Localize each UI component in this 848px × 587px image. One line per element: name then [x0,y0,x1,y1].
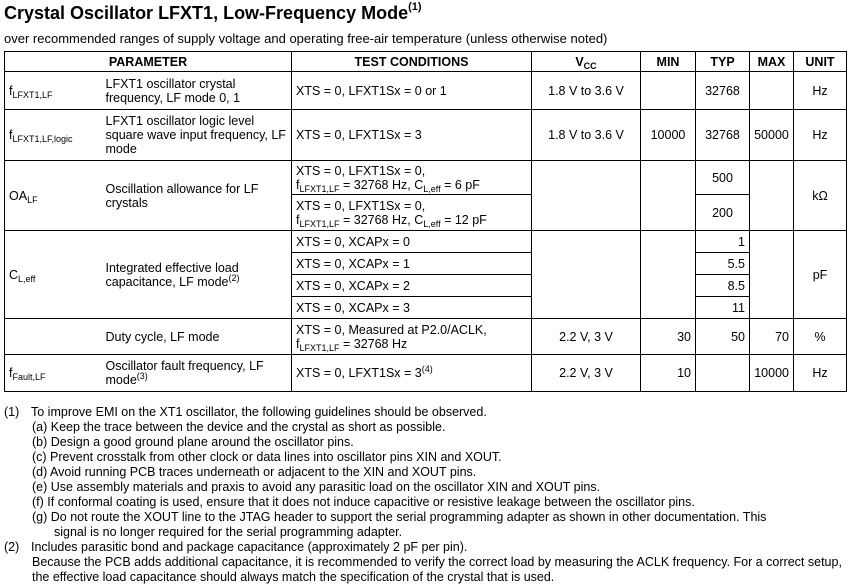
max-value [750,231,794,319]
typ-value: 8.5 [696,275,750,297]
table-row [5,110,847,161]
header-parameter: PARAMETER [5,52,292,72]
table-row [5,231,847,253]
footnote-1 [4,405,844,420]
header-min: MIN [641,52,696,72]
vcc-value: 2.2 V, 3 V [532,319,641,355]
test-condition: XTS = 0, LFXT1Sx = 0, $f_{LFXT1,LF} = 32768$ Hz, $C_{L,eff} = 6$ pF [292,161,532,195]
typ-value: 200 [696,195,750,231]
typ-value: 5.5 [696,253,750,275]
test-condition: XTS = 0, LFXT1Sx = 0, $f_{LFXT1,LF} = 32768$ Hz, $C_{L,eff} = 12$ pF [292,195,532,231]
unit-value: kΩ [794,161,847,231]
typ-value: 11 [696,297,750,319]
table-row [5,161,847,195]
footnote-item: (c) Prevent crosstalk from other clock or data lines into oscillator pins XIN and XOUT. [32,450,502,464]
header-typ: TYP [696,52,750,72]
typ-value: 1 [696,231,750,253]
header-vcc: $V_{CC}$ [532,52,641,72]
title-footnote-ref: (1) [408,1,422,13]
vcc-value: 1.8 V to 3.6 V [532,110,641,161]
footnote-number: (2) [4,540,20,554]
param-symbol: $OA_{LF}$ [5,161,106,231]
param-symbol [5,319,106,355]
max-value [750,72,794,110]
vcc-value: 1.8 V to 3.6 V [532,72,641,110]
param-symbol: $f_{LFXT1,LF,logic}$ [5,110,106,161]
table-header-row [5,52,847,72]
test-condition: XTS = 0, LFXT1Sx = 0 or 1 [292,72,532,110]
test-condition: XTS = 0, XCAPx = 0 [292,231,532,253]
vcc-value [532,231,641,319]
footnote-item: (d) Avoid running PCB traces underneath or adjacent to the XIN and XOUT pins. [32,465,477,479]
param-description: Duty cycle, LF mode [106,319,292,355]
header-max: MAX [750,52,794,72]
footnote-item: (g) Do not route the XOUT line to the JTAG header to support the serial programming adapter as shown in other documentation. This [32,510,767,524]
min-value: 10 [641,355,696,392]
footnote-number: (1) [4,405,20,419]
param-symbol: $C_{L,eff}$ [5,231,106,319]
test-condition: XTS = 0, XCAPx = 2 [292,275,532,297]
unit-value: Hz [794,355,847,392]
max-value: 50000 [750,110,794,161]
table-row [5,355,847,392]
typ-value: 500 [696,161,750,195]
vcc-value: 2.2 V, 3 V [532,355,641,392]
typ-value: 50 [696,319,750,355]
min-value [641,231,696,319]
unit-value: Hz [794,110,847,161]
test-condition: XTS = 0, Measured at P2.0/ACLK, $f_{LFXT1,LF} = 32768$ Hz [292,319,532,355]
max-value: 10000 [750,355,794,392]
footnote-text: Includes parasitic bond and package capacitance (approximately 2 pF per pin). [31,540,468,554]
param-description: Oscillation allowance for LF crystals [106,161,292,231]
footnote-item: (f) If conformal coating is used, ensure that it does not induce capacitive or resistive leakage between the oscillator pins. [32,495,695,509]
test-condition: XTS = 0, XCAPx = 3 [292,297,532,319]
footnote-text: To improve EMI on the XT1 oscillator, the following guidelines should be observed. [31,405,487,419]
min-value [641,72,696,110]
min-value: 10000 [641,110,696,161]
typ-value: 32768 [696,72,750,110]
param-description: LFXT1 oscillator crystal frequency, LF mode 0, 1 [106,72,292,110]
typ-value: 32768 [696,110,750,161]
spec-table [4,51,847,392]
footnote-item: (e) Use assembly materials and praxis to avoid any parasitic load on the oscillator XIN and XOUT pins. [32,480,601,494]
param-description: Integrated effective load capacitance, LF mode$^{(2)}$ [106,231,292,319]
test-condition: XTS = 0, XCAPx = 1 [292,253,532,275]
page-subtitle: over recommended ranges of supply voltage and operating free-air temperature (unless otherwise noted) [4,31,608,46]
page-title [4,3,422,24]
test-condition: XTS = 0, LFXT1Sx = 3 [292,110,532,161]
unit-value: Hz [794,72,847,110]
vcc-value [532,161,641,231]
max-value [750,161,794,231]
footnotes [4,405,844,585]
header-unit: UNIT [794,52,847,72]
footnote-2 [4,540,844,555]
param-description: Oscillator fault frequency, LF mode$^{(3)}$ [106,355,292,392]
min-value [641,161,696,231]
footnote-item-continuation: signal is no longer required for the serial programming adapter. [54,525,403,539]
footnote-item: (a) Keep the trace between the device and the crystal as short as possible. [32,420,446,434]
title-text: Crystal Oscillator LFXT1, Low-Frequency Mode [4,3,409,23]
table-row [5,72,847,110]
header-test-conditions: TEST CONDITIONS [292,52,532,72]
unit-value: % [794,319,847,355]
unit-value: pF [794,231,847,319]
test-condition: XTS = 0, LFXT1Sx = $3^{(4)}$ [292,355,532,392]
param-symbol: $f_{LFXT1,LF}$ [5,72,106,110]
footnote-paragraph: Because the PCB adds additional capacitance, it is recommended to verify the correct load by measuring the ACLK frequency. For a correct setup, the effective load capacitance should always match the specification of the crystal that is used. [32,555,842,584]
footnote-item: (b) Design a good ground plane around the oscillator pins. [32,435,354,449]
param-symbol: $f_{Fault,LF}$ [5,355,106,392]
table-row [5,319,847,355]
typ-value [696,355,750,392]
max-value: 70 [750,319,794,355]
param-description: LFXT1 oscillator logic level square wave input frequency, LF mode [106,110,292,161]
min-value: 30 [641,319,696,355]
